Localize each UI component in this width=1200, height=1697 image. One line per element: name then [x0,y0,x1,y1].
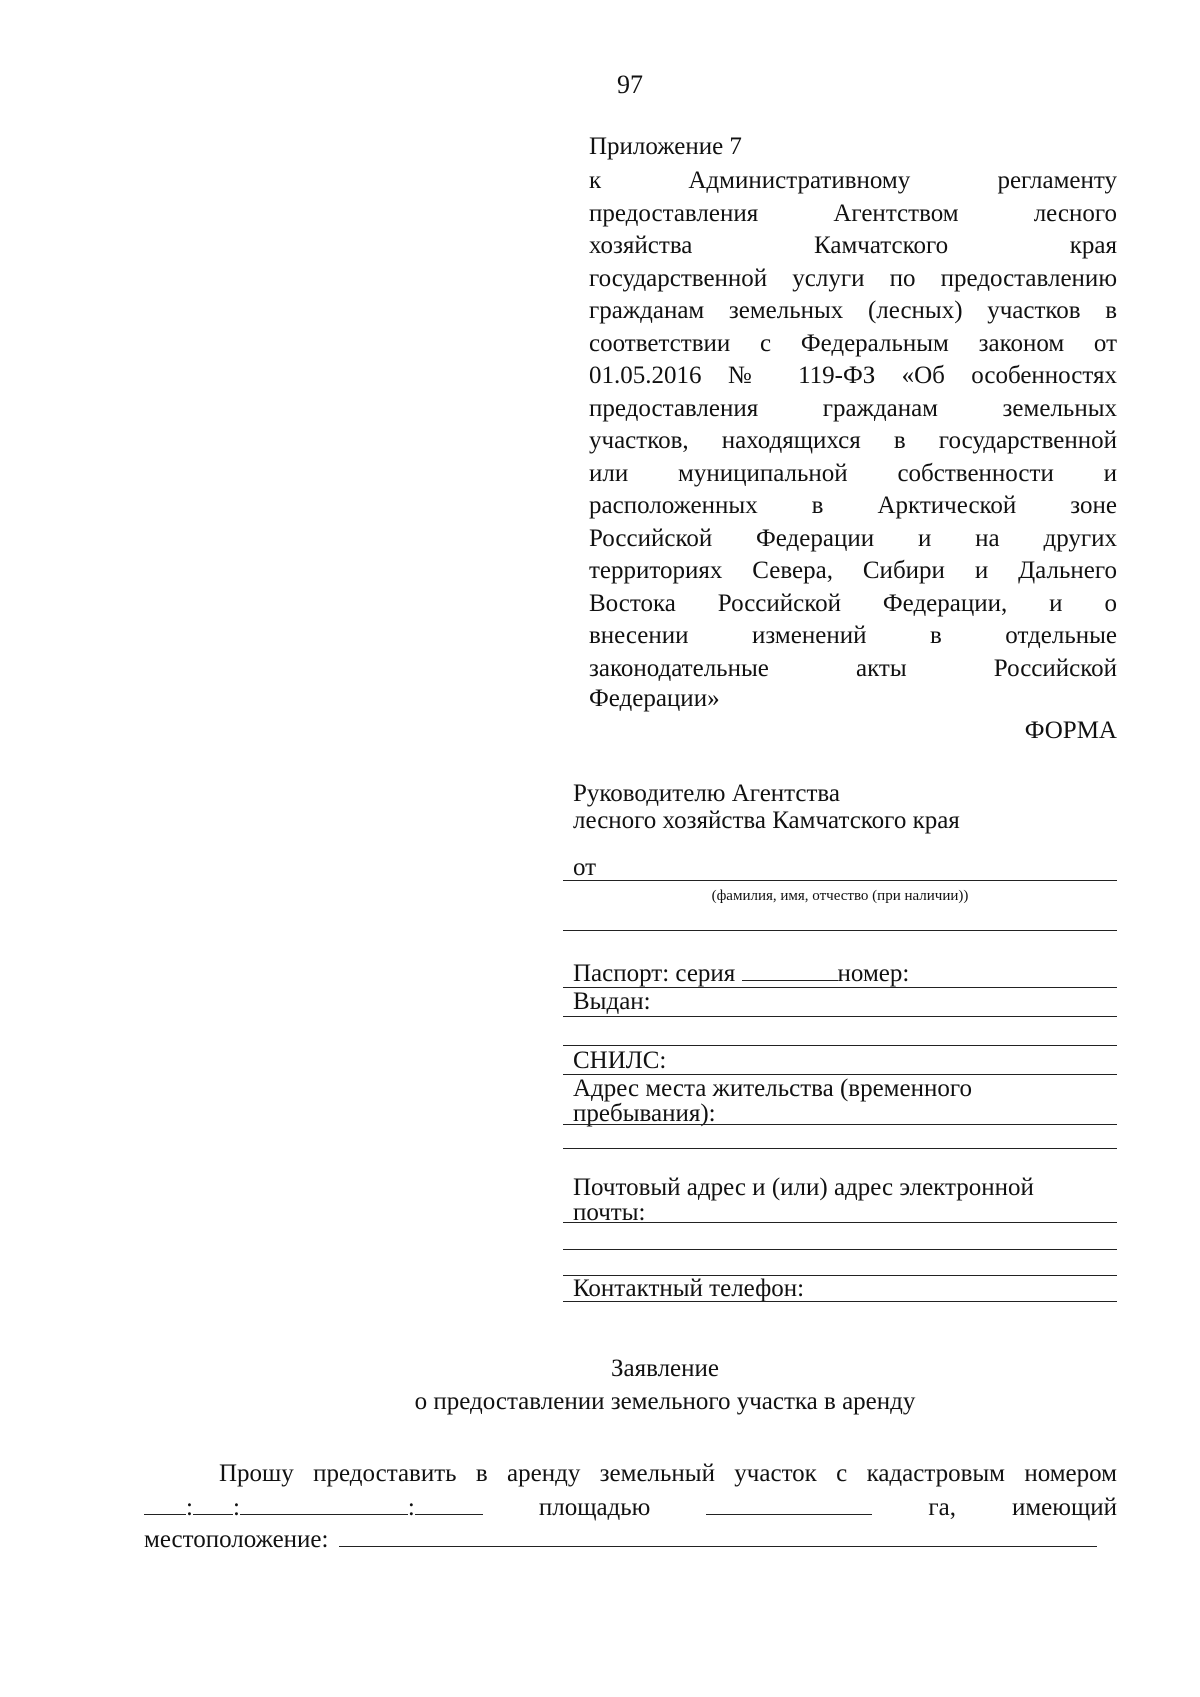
postal-field[interactable] [563,1222,1117,1223]
cadastral-number-field[interactable] [144,1492,483,1522]
annex-description [589,165,1117,685]
issued-field-continuation[interactable] [563,1045,1117,1046]
postal-label-line: почты: [573,1199,646,1226]
annex-line: гражданам земельных (лесных) участков в [589,297,1117,324]
name-field[interactable] [563,880,1117,881]
page-number: 97 [617,70,643,99]
annex-line: законодательные акты Российской [589,654,1117,682]
residence-label [573,1076,972,1126]
annex-line: соответствии с Федеральным законом от [589,329,1117,357]
passport-series-field[interactable] [742,960,838,981]
annex-line: хозяйства Камчатского края [589,232,1117,259]
annex-line: государственной услуги по предоставлению [589,264,1117,292]
annex-line: расположенных в Арктической зоне [589,492,1117,519]
issued-label: Выдан: [573,988,651,1015]
residence-label-line: Адрес места жительства (временного [573,1075,972,1102]
area-label: площадью [538,1494,651,1521]
postal-label [573,1175,1034,1225]
statement-title: Заявление [610,1355,720,1382]
annex-line: 01.05.2016 № 119-ФЗ «Об особенностях [589,362,1117,389]
annex-last-line: Федерации» [589,685,720,712]
postal-label-line: Почтовый адрес и (или) адрес электронной [573,1174,1034,1201]
residence-field[interactable] [563,1124,1117,1125]
ha-label: га, [928,1494,956,1521]
annex-title: Приложение 7 [589,133,742,160]
cadastral-block-field[interactable] [240,1492,408,1515]
cadastral-area-field[interactable] [193,1492,233,1515]
statement-line-2 [144,1492,1117,1522]
phone-label: Контактный телефон: [573,1275,805,1302]
annex-line: или муниципальной собственности и [589,459,1117,487]
addressee-line: лесного хозяйства Камчатского края [573,807,960,834]
residence-label-line: пребывания): [573,1100,716,1127]
postal-field-continuation[interactable] [563,1249,1117,1250]
phone-field[interactable] [563,1301,1117,1302]
annex-line: предоставления гражданам земельных [589,394,1117,422]
annex-line: территориях Севера, Сибири и Дальнего [589,557,1117,584]
residence-field-continuation[interactable] [563,1148,1117,1149]
separator: : [232,1494,240,1521]
statement-line-3 [144,1524,1097,1554]
passport-label [573,960,909,986]
location-label: местоположение: [144,1526,329,1553]
location-field[interactable] [339,1524,1097,1547]
annex-line: участков, находящихся в государственной [589,427,1117,454]
cadastral-district-field[interactable] [144,1492,186,1515]
statement-subtitle: о предоставлении земельного участка в аренду [414,1388,916,1415]
having-label: имеющий [1011,1494,1117,1521]
passport-number-label: номер: [837,960,910,987]
cadastral-parcel-field[interactable] [415,1492,483,1515]
addressee-line: Руководителю Агентства [573,780,840,807]
statement-line-1: Прошу предоставить в аренду земельный участок с кадастровым номером [219,1460,1117,1487]
separator: : [407,1494,415,1521]
addressee-block [573,780,960,834]
name-hint: (фамилия, имя, отчество (при наличии)) [711,888,969,904]
annex-line: к Административному регламенту [589,167,1117,194]
name-field-continuation[interactable] [563,930,1117,931]
form-label: ФОРМА [1024,717,1117,744]
annex-line: Российской Федерации и на других [589,524,1117,552]
passport-series-label: Паспорт: серия [573,960,736,987]
annex-line: предоставления Агентством лесного [589,199,1117,227]
snils-label: СНИЛС: [573,1047,667,1074]
annex-line: Востока Российской Федерации, и о [589,589,1117,617]
separator: : [186,1494,193,1521]
annex-line: внесении изменений в отдельные [589,622,1117,649]
issued-field[interactable] [563,1016,1117,1017]
area-field[interactable] [706,1492,872,1515]
from-label: от [573,854,597,881]
